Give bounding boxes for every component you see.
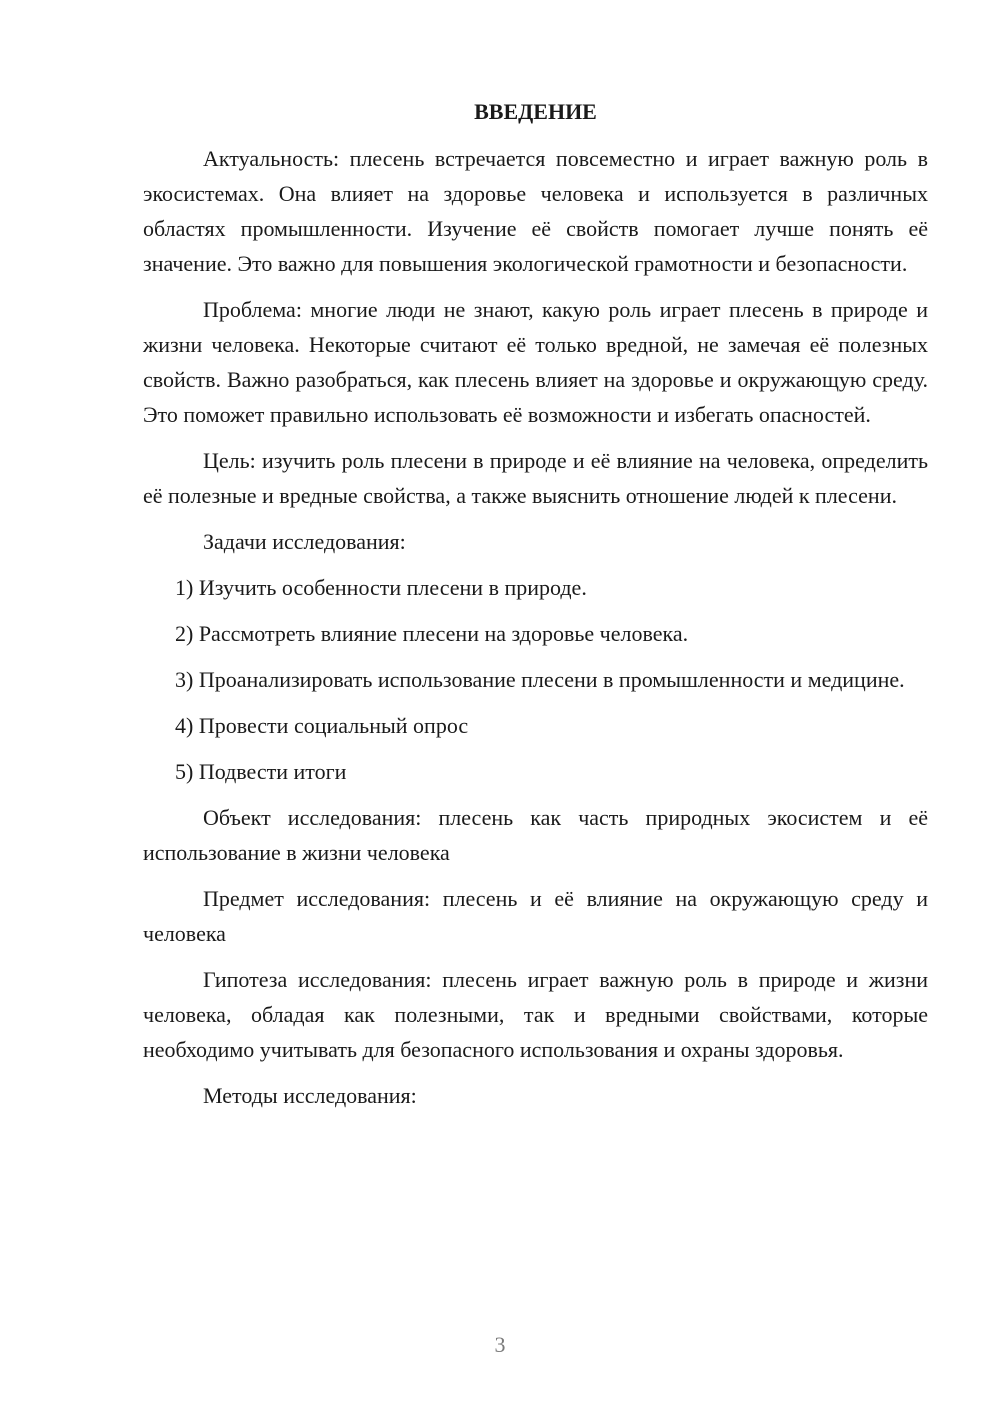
page-content (143, 94, 928, 1124)
page-number: 3 (494, 1332, 506, 1357)
section-title: ВВЕДЕНИЕ (474, 99, 597, 124)
paragraph-hypothesis: Гипотеза исследования: плесень играет важную роль в природе и жизни человека, обладая как полезными, так и вредными свойствами, которые необходимо учитывать для безопасного использования и охраны здоровья. (143, 967, 928, 1062)
task-item: 5) Подвести итоги (175, 759, 347, 784)
task-item: 1) Изучить особенности плесени в природе. (175, 575, 587, 600)
paragraph-subject: Предмет исследования: плесень и её влияние на окружающую среду и человека (143, 886, 928, 946)
task-item: 3) Проанализировать использование плесени в промышленности и медицине. (175, 667, 905, 692)
task-item: 2) Рассмотреть влияние плесени на здоровье человека. (175, 621, 689, 646)
paragraph-problem: Проблема: многие люди не знают, какую роль играет плесень в природе и жизни человека. Некоторые считают её только вредной, не замечая её полезных свойств. Важно разобраться, как плесень влияет на здоровье и окружающую среду. Это поможет правильно использовать её возможности и избегать опасностей. (143, 297, 928, 427)
paragraph-relevance: Актуальность: плесень встречается повсеместно и играет важную роль в экосистемах. Она влияет на здоровье человека и используется в различных областях промышленности. Изучение её свойств помогает лучше понять её значение. Это важно для повышения экологической грамотности и безопасности. (143, 146, 928, 276)
methods-heading: Методы исследования: (203, 1083, 417, 1108)
tasks-heading: Задачи исследования: (203, 529, 406, 554)
paragraph-goal: Цель: изучить роль плесени в природе и её влияние на человека, определить её полезные и вредные свойства, а также выяснить отношение людей к плесени. (143, 448, 928, 508)
paragraph-object: Объект исследования: плесень как часть природных экосистем и её использование в жизни человека (143, 805, 928, 865)
task-item: 4) Провести социальный опрос (175, 713, 469, 738)
